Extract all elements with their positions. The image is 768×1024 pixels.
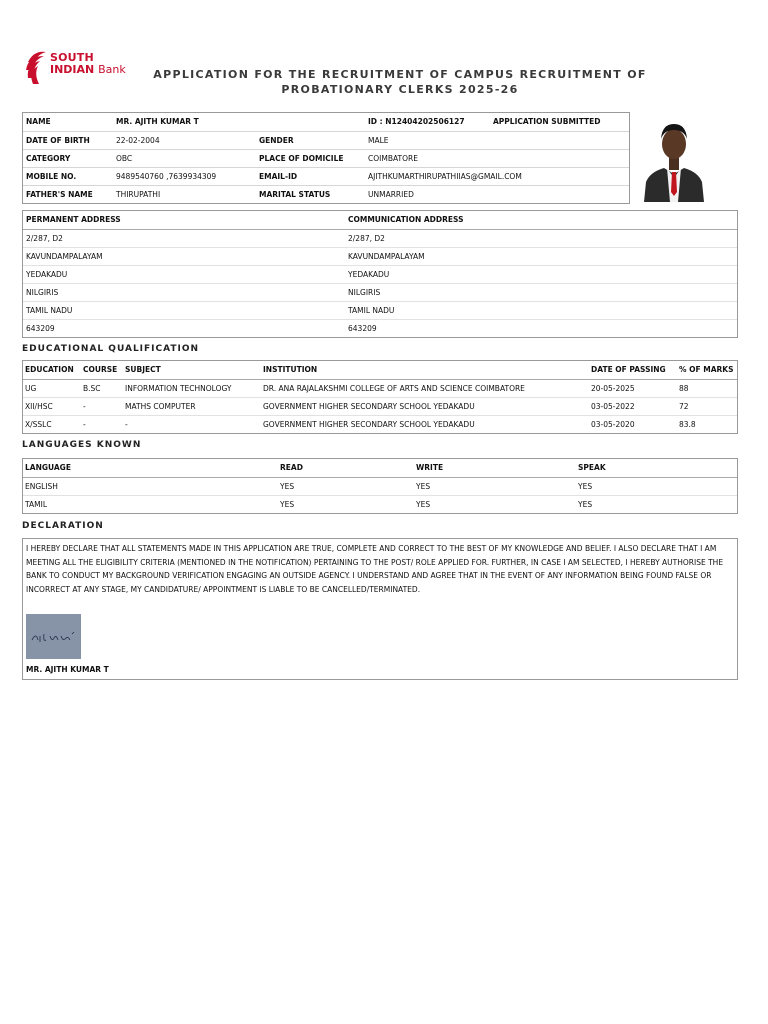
- gender-label: GENDER: [256, 131, 365, 149]
- address-table: [23, 211, 737, 337]
- column-header: COURSE: [81, 361, 123, 379]
- table-row: [23, 379, 737, 397]
- table-cell: YES: [278, 477, 414, 495]
- education-section-title: EDUCATIONAL QUALIFICATION: [22, 344, 200, 354]
- marital-status-value: UNMARRIED: [368, 189, 414, 199]
- table-cell: YES: [280, 499, 295, 509]
- table-cell: GOVERNMENT HIGHER SECONDARY SCHOOL YEDAKADU: [261, 397, 589, 415]
- permanent-address-line: TAMIL NADU: [23, 301, 345, 319]
- table-cell: YES: [414, 477, 576, 495]
- table-header-row: [23, 459, 737, 477]
- communication-address-line: 2/287, D2: [345, 229, 737, 247]
- permanent-address-line: 2/287, D2: [23, 229, 345, 247]
- mobile-value: 9489540760 ,7639934309: [113, 167, 256, 185]
- father-name-label: FATHER'S NAME: [26, 189, 93, 199]
- table-cell: -: [81, 397, 123, 415]
- signature-image: [26, 614, 81, 659]
- page-title: [150, 67, 650, 97]
- dob-value: 22-02-2004: [113, 131, 256, 149]
- table-row: [23, 283, 737, 301]
- column-header: WRITE: [414, 459, 576, 477]
- table-cell: 03-05-2020: [591, 419, 635, 429]
- declaration-box: [22, 538, 738, 680]
- mobile-label: MOBILE NO.: [23, 167, 113, 185]
- table-row: [23, 397, 737, 415]
- application-id: ID : N12404202506127: [365, 113, 490, 131]
- table-cell: TAMIL: [25, 499, 47, 509]
- table-row: [23, 301, 737, 319]
- declaration-text: I HEREBY DECLARE THAT ALL STATEMENTS MADE IN THIS APPLICATION ARE TRUE, COMPLETE AND CORRECT TO THE BEST OF MY KNOWLEDGE AND BELIEF. I ALSO DECLARE THAT I AM MEETING ALL THE ELIGIBILITY CRITERIA (MENTIONED IN THE NOTIFICATION) PERTAINING TO THE POST/ ROLE APPLIED FOR. FURTHER, IN CASE I AM SELECTED, I HEREBY AUTHORISE THE BANK TO CONDUCT MY BACKGROUND VERIFICATION ENGAGING AN OUTSIDE AGENCY. I UNDERSTAND AND AGREE THAT IN THE EVENT OF ANY INFORMATION BEING FOUND FALSE OR INCORRECT AT ANY STAGE, MY CANDIDATURE/ APPOINTMENT IS LIABLE TO BE CANCELLED/TERMINATED.: [26, 544, 724, 595]
- bank-logo-text: [50, 52, 126, 76]
- column-header: SUBJECT: [123, 361, 261, 379]
- table-cell: 88: [677, 379, 737, 397]
- column-header: LANGUAGE: [23, 459, 278, 477]
- father-name-value: THIRUPATHI: [116, 189, 161, 199]
- table-cell: X/SSLC: [25, 419, 52, 429]
- table-row: [23, 477, 737, 495]
- logo-line-1: SOUTH: [50, 51, 94, 64]
- column-header: SPEAK: [576, 459, 737, 477]
- logo-line-2: INDIAN: [50, 63, 95, 76]
- email-value: AJITHKUMARTHIRUPATHIIAS@GMAIL.COM: [365, 167, 629, 185]
- table-cell: XII/HSC: [23, 397, 81, 415]
- table-cell: YES: [416, 499, 431, 509]
- table-cell: -: [83, 419, 86, 429]
- domicile-label: PLACE OF DOMICILE: [256, 149, 365, 167]
- table-row: [23, 211, 737, 229]
- table-cell: YES: [576, 477, 737, 495]
- table-cell: 72: [677, 397, 737, 415]
- name-label: NAME: [23, 113, 113, 131]
- table-row: [23, 319, 737, 337]
- table-cell: 03-05-2022: [589, 397, 677, 415]
- table-row: [23, 495, 737, 513]
- marital-status-label: MARITAL STATUS: [259, 189, 331, 199]
- declaration-section-title: DECLARATION: [22, 521, 104, 531]
- communication-address-line: YEDAKADU: [345, 265, 737, 283]
- permanent-address-line: YEDAKADU: [23, 265, 345, 283]
- column-header: READ: [278, 459, 414, 477]
- dob-label: DATE OF BIRTH: [23, 131, 113, 149]
- table-row: [23, 113, 629, 131]
- table-row: [23, 185, 629, 203]
- table-cell: DR. ANA RAJALAKSHMI COLLEGE OF ARTS AND SCIENCE COIMBATORE: [261, 379, 589, 397]
- communication-address-line: KAVUNDAMPALAYAM: [345, 247, 737, 265]
- communication-address-line: TAMIL NADU: [345, 301, 737, 319]
- table-row: [23, 247, 737, 265]
- table-header-row: [23, 361, 737, 379]
- table-cell: GOVERNMENT HIGHER SECONDARY SCHOOL YEDAKADU: [263, 419, 475, 429]
- permanent-address-line: 643209: [26, 323, 55, 333]
- communication-address-label: COMMUNICATION ADDRESS: [345, 211, 737, 229]
- table-cell: B.SC: [81, 379, 123, 397]
- domicile-value: COIMBATORE: [365, 149, 629, 167]
- column-header: DATE OF PASSING: [589, 361, 677, 379]
- table-cell: ENGLISH: [23, 477, 278, 495]
- personal-details-box: [22, 112, 630, 204]
- table-cell: -: [125, 419, 128, 429]
- email-label: EMAIL-ID: [256, 167, 365, 185]
- languages-section-title: LANGUAGES KNOWN: [22, 440, 142, 450]
- candidate-photo: [640, 112, 708, 202]
- name-value: MR. AJITH KUMAR T: [113, 113, 365, 131]
- status-badge: APPLICATION SUBMITTED: [490, 113, 629, 131]
- table-row: [23, 415, 737, 433]
- table-cell: 83.8: [679, 419, 696, 429]
- education-box: [22, 360, 738, 434]
- table-cell: YES: [578, 499, 593, 509]
- languages-table: [23, 459, 737, 513]
- languages-box: [22, 458, 738, 514]
- permanent-address-line: KAVUNDAMPALAYAM: [23, 247, 345, 265]
- logo-line-2-bank: Bank: [98, 63, 126, 76]
- permanent-address-label: PERMANENT ADDRESS: [23, 211, 345, 229]
- table-cell: UG: [23, 379, 81, 397]
- communication-address-line: 643209: [348, 323, 377, 333]
- table-cell: MATHS COMPUTER: [123, 397, 261, 415]
- title-line-1: APPLICATION FOR THE RECRUITMENT OF CAMPUS RECRUITMENT OF: [153, 68, 647, 81]
- title-line-2: PROBATIONARY CLERKS 2025-26: [281, 83, 519, 96]
- personal-details-table: [23, 113, 629, 203]
- education-table: [23, 361, 737, 433]
- address-box: [22, 210, 738, 338]
- category-value: OBC: [113, 149, 256, 167]
- table-row: [23, 131, 629, 149]
- table-cell: 20-05-2025: [589, 379, 677, 397]
- column-header: % OF MARKS: [677, 361, 737, 379]
- table-cell: INFORMATION TECHNOLOGY: [123, 379, 261, 397]
- column-header: EDUCATION: [23, 361, 81, 379]
- permanent-address-line: NILGIRIS: [23, 283, 345, 301]
- category-label: CATEGORY: [23, 149, 113, 167]
- table-row: [23, 167, 629, 185]
- table-row: [23, 149, 629, 167]
- table-row: [23, 229, 737, 247]
- signer-name: MR. AJITH KUMAR T: [26, 665, 109, 674]
- communication-address-line: NILGIRIS: [345, 283, 737, 301]
- table-row: [23, 265, 737, 283]
- column-header: INSTITUTION: [261, 361, 589, 379]
- gender-value: MALE: [365, 131, 629, 149]
